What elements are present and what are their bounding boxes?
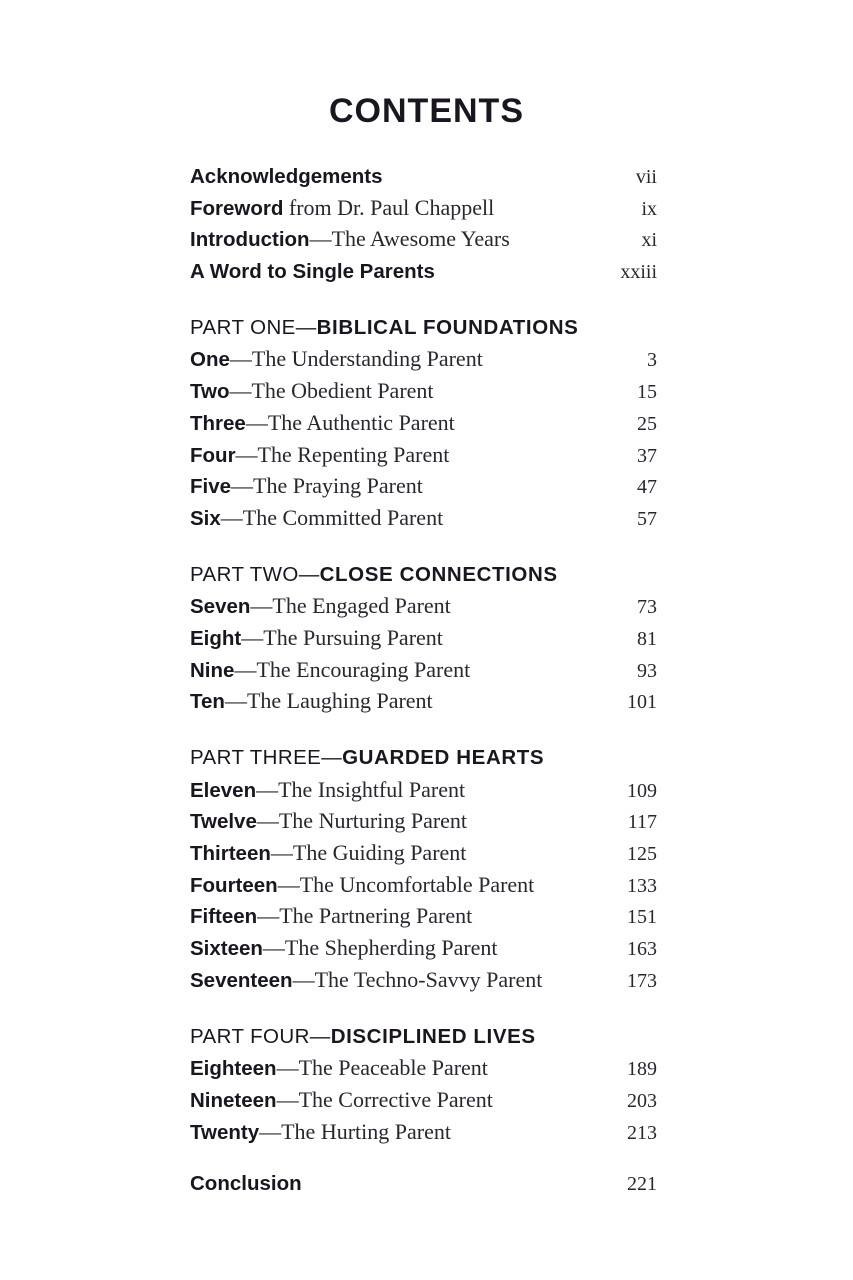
entry-lead: Thirteen: [190, 842, 271, 866]
toc-entry-chapter[interactable]: [190, 502, 657, 534]
part-heading: [190, 1021, 657, 1053]
entry-rest: —The Obedient Parent: [229, 378, 434, 404]
entry-rest: —The Repenting Parent: [235, 441, 450, 467]
toc-entry-chapter[interactable]: [190, 375, 657, 407]
toc-entry-chapter[interactable]: [190, 685, 657, 717]
entry-page: xi: [641, 229, 657, 252]
entry-lead: Three: [190, 411, 246, 435]
entry-rest: —The Laughing Parent: [224, 688, 433, 714]
entry-page: 81: [637, 627, 657, 650]
part-one: [190, 312, 657, 534]
part-prefix: PART ONE—: [190, 315, 317, 339]
entry-rest: —The Pursuing Parent: [241, 624, 443, 650]
entry-label: [190, 622, 443, 655]
entry-lead: Six: [190, 506, 221, 530]
entry-lead: Introduction: [190, 228, 310, 252]
spacer: [190, 1147, 657, 1167]
entry-rest: —The Uncomfortable Parent: [277, 871, 535, 897]
entry-page: 47: [637, 476, 657, 499]
part-heading: [190, 742, 657, 774]
toc-entry-chapter[interactable]: [190, 1116, 657, 1148]
toc-entry-chapter[interactable]: [190, 654, 657, 686]
entry-page: 109: [627, 779, 657, 802]
entry-label: [190, 470, 423, 503]
entry-lead: Five: [190, 475, 232, 499]
part-heading: [190, 312, 657, 344]
entry-page: 125: [627, 843, 657, 866]
entry-lead: A Word to Single Parents: [190, 260, 435, 284]
toc-entry-chapter[interactable]: [190, 590, 657, 622]
entry-label: [190, 590, 451, 623]
entry-page: 73: [637, 596, 657, 619]
toc-entry-chapter[interactable]: [190, 622, 657, 654]
entry-rest: —The Engaged Parent: [250, 593, 451, 619]
entry-label: [190, 192, 494, 225]
toc-entry-chapter[interactable]: [190, 932, 657, 964]
toc-entry-foreword[interactable]: [190, 192, 657, 224]
entry-lead: Sixteen: [190, 937, 263, 961]
entry-lead: Two: [190, 380, 230, 404]
entry-lead: Acknowledgements: [190, 165, 383, 188]
entry-lead: Twelve: [190, 810, 257, 834]
entry-label: [190, 407, 455, 440]
entry-page: 117: [627, 811, 657, 834]
toc-entry-single-parents[interactable]: [190, 255, 657, 287]
entry-lead: Ten: [190, 690, 225, 714]
entry-page: ix: [641, 197, 657, 220]
entry-rest: —The Nurturing Parent: [256, 808, 468, 834]
entry-label: [190, 685, 433, 718]
entry-page: 3: [647, 349, 657, 372]
front-matter: [190, 160, 657, 287]
part-prefix: PART FOUR—: [190, 1024, 331, 1048]
entry-page: 213: [627, 1121, 657, 1144]
entry-rest: —The Corrective Parent: [276, 1086, 493, 1112]
entry-rest: from Dr. Paul Chappell: [283, 194, 495, 220]
entry-rest: —The Encouraging Parent: [234, 656, 471, 682]
entry-label: [190, 900, 472, 933]
entry-lead: Conclusion: [190, 1172, 302, 1196]
entry-page: xxiii: [620, 261, 657, 284]
entry-lead: Foreword: [190, 196, 284, 220]
entry-lead: Eight: [190, 626, 242, 650]
entry-label: [190, 869, 534, 902]
toc-entry-chapter[interactable]: [190, 407, 657, 439]
entry-label: [190, 1084, 493, 1117]
entry-page: 221: [627, 1173, 657, 1196]
toc-entry-chapter[interactable]: [190, 900, 657, 932]
entry-lead: Nineteen: [190, 1088, 277, 1112]
entry-page: 15: [637, 381, 657, 404]
toc-entry-introduction[interactable]: [190, 223, 657, 255]
entry-rest: —The Understanding Parent: [229, 346, 483, 372]
entry-rest: —The Shepherding Parent: [262, 935, 498, 961]
part-name: BIBLICAL FOUNDATIONS: [316, 315, 579, 339]
entry-label: [190, 223, 510, 256]
entry-label: [190, 343, 483, 376]
entry-label: [190, 375, 434, 408]
entry-label: [190, 774, 465, 807]
entry-rest: —The Guiding Parent: [270, 840, 467, 866]
entry-label: [190, 1116, 451, 1149]
entry-label: [190, 502, 443, 535]
toc-entry-chapter[interactable]: [190, 439, 657, 471]
entry-lead: Eleven: [190, 778, 257, 802]
entry-rest: —The Hurting Parent: [259, 1118, 451, 1144]
entry-rest: —The Techno-Savvy Parent: [292, 966, 543, 992]
entry-lead: Seven: [190, 595, 251, 619]
entry-lead: Eighteen: [190, 1057, 277, 1081]
entry-label: [190, 932, 498, 965]
entry-page: vii: [635, 166, 657, 188]
entry-rest: —The Praying Parent: [231, 473, 423, 499]
toc-entry-chapter[interactable]: [190, 774, 657, 806]
entry-lead: Fourteen: [190, 873, 278, 897]
part-three: [190, 742, 657, 996]
entry-label: [190, 1167, 302, 1200]
part-four: [190, 1021, 657, 1148]
entry-label: [190, 1052, 488, 1085]
entry-label: [190, 805, 467, 838]
part-prefix: PART THREE—: [190, 746, 343, 769]
entry-lead: Nine: [190, 658, 235, 682]
entry-page: 151: [627, 906, 657, 929]
entry-lead: Twenty: [190, 1120, 260, 1144]
entry-rest: —The Committed Parent: [220, 504, 444, 530]
entry-page: 163: [627, 938, 657, 961]
entry-page: 25: [637, 412, 657, 435]
entry-lead: Four: [190, 443, 236, 467]
entry-label: [190, 654, 470, 687]
toc-entry-chapter[interactable]: [190, 805, 657, 837]
toc-entry-acknowledgements[interactable]: [190, 160, 657, 192]
entry-rest: —The Partnering Parent: [257, 903, 473, 929]
entry-page: 189: [627, 1058, 657, 1081]
entry-label: [190, 837, 466, 870]
entry-label: [190, 439, 449, 472]
entry-page: 173: [627, 969, 657, 992]
entry-page: 101: [627, 691, 657, 714]
entry-lead: One: [190, 348, 230, 372]
toc-entry-chapter[interactable]: [190, 964, 657, 996]
entry-rest: —The Peaceable Parent: [276, 1055, 488, 1081]
part-name: DISCIPLINED LIVES: [330, 1024, 536, 1048]
entry-page: 133: [627, 874, 657, 897]
toc-list: [190, 160, 657, 1199]
toc-entry-chapter[interactable]: [190, 1084, 657, 1116]
toc-entry-chapter[interactable]: [190, 837, 657, 869]
entry-lead: Seventeen: [190, 968, 293, 992]
entry-page: 57: [637, 507, 657, 530]
toc-entry-conclusion[interactable]: [190, 1167, 657, 1199]
toc-entry-chapter[interactable]: [190, 869, 657, 901]
part-two: [190, 559, 657, 717]
part-name: GUARDED HEARTS: [342, 746, 545, 769]
page-title: CONTENTS: [329, 92, 524, 130]
part-heading: [190, 559, 657, 591]
entry-label: [190, 964, 542, 997]
toc-entry-chapter[interactable]: [190, 343, 657, 375]
entry-page: 93: [637, 659, 657, 682]
part-prefix: PART TWO—: [190, 562, 320, 586]
entry-label: [190, 255, 435, 288]
part-name: CLOSE CONNECTIONS: [319, 562, 558, 586]
entry-rest: —The Awesome Years: [309, 226, 510, 252]
entry-page: 37: [637, 444, 657, 467]
toc-entry-chapter[interactable]: [190, 1052, 657, 1084]
entry-label: [190, 160, 383, 193]
entry-rest: —The Insightful Parent: [256, 776, 466, 802]
entry-page: 203: [627, 1089, 657, 1112]
entry-lead: Fifteen: [190, 905, 258, 929]
toc-entry-chapter[interactable]: [190, 470, 657, 502]
entry-rest: —The Authentic Parent: [245, 409, 455, 435]
